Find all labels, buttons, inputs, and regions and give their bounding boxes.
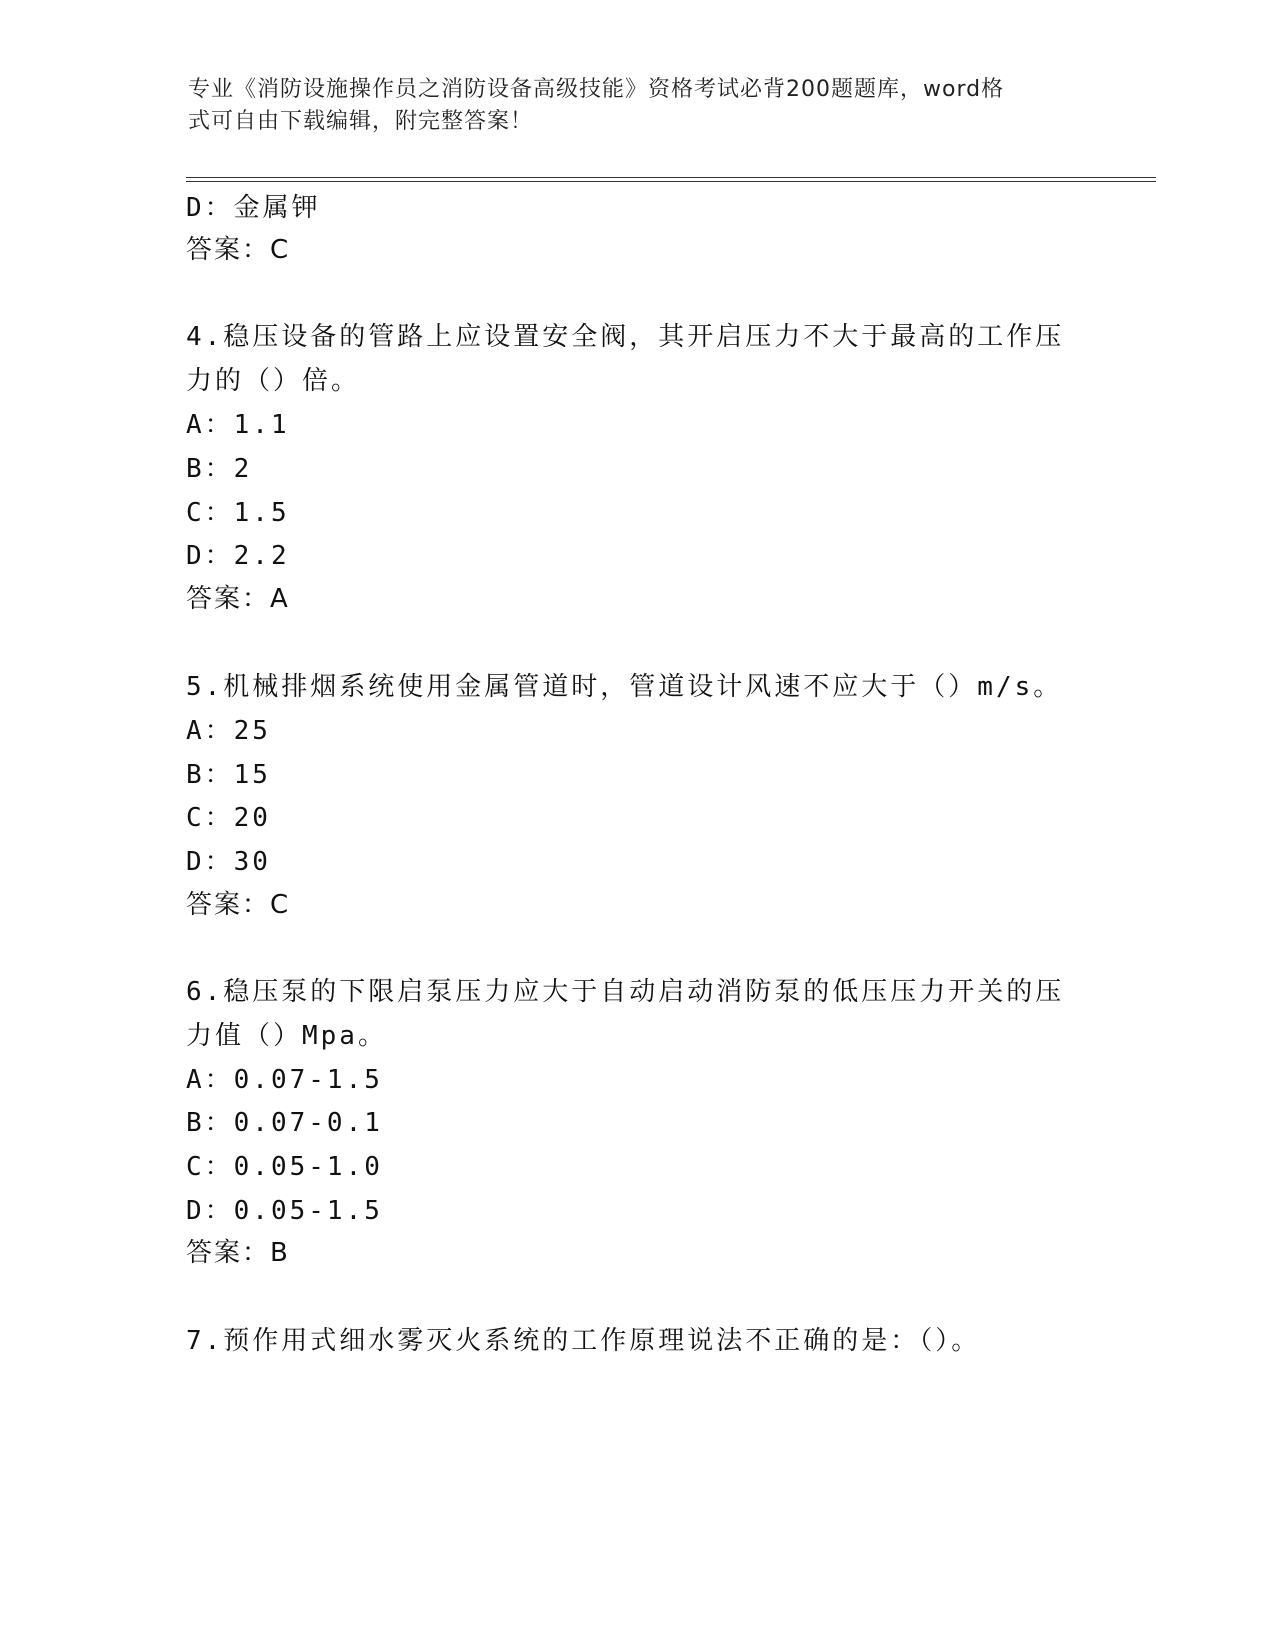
question-5-option-d: D：30 [186,847,271,877]
page-header [188,74,1068,138]
question-6-option-d: D：0.05-1.5 [186,1196,383,1226]
question-4-option-c: C：1.5 [186,498,290,528]
prev-option-d: D：金属钾 [186,193,321,223]
question-4-option-a: A：1.1 [186,410,290,440]
question-6-option-a: A：0.07-1.5 [186,1065,383,1095]
question-5-stem-line-1: 5.机械排烟系统使用金属管道时，管道设计风速不应大于（）m/s。 [186,672,1063,702]
question-4-stem-line-2: 力的（）倍。 [186,366,361,396]
question-5-option-c: C：20 [186,803,271,833]
question-6-option-b: B：0.07-0.1 [186,1108,383,1138]
question-6-option-c: C：0.05-1.0 [186,1152,383,1182]
header-divider [186,177,1156,182]
question-5-answer: 答案：C [186,890,291,920]
header-line-2: 式可自由下载编辑，附完整答案！ [188,109,534,134]
question-4-option-d: D：2.2 [186,541,290,571]
question-6-stem-line-1: 6.稳压泵的下限启泵压力应大于自动启动消防泵的低压压力开关的压 [186,977,1065,1007]
question-6-stem-line-2: 力值（）Mpa。 [186,1021,387,1051]
question-4-stem-line-1: 4.稳压设备的管路上应设置安全阀，其开启压力不大于最高的工作压 [186,322,1065,352]
question-6-answer: 答案：B [186,1238,290,1268]
question-4-option-b: B：2 [186,454,253,484]
header-line-1: 专业《消防设施操作员之消防设备高级技能》资格考试必背200题题库，word格 [188,77,1005,102]
question-4-answer: 答案：A [186,584,290,614]
question-7-stem-line-1: 7.预作用式细水雾灭火系统的工作原理说法不正确的是：（）。 [186,1326,981,1356]
question-5-option-b: B：15 [186,760,271,790]
question-5-option-a: A：25 [186,716,271,746]
prev-answer: 答案：C [186,235,291,265]
